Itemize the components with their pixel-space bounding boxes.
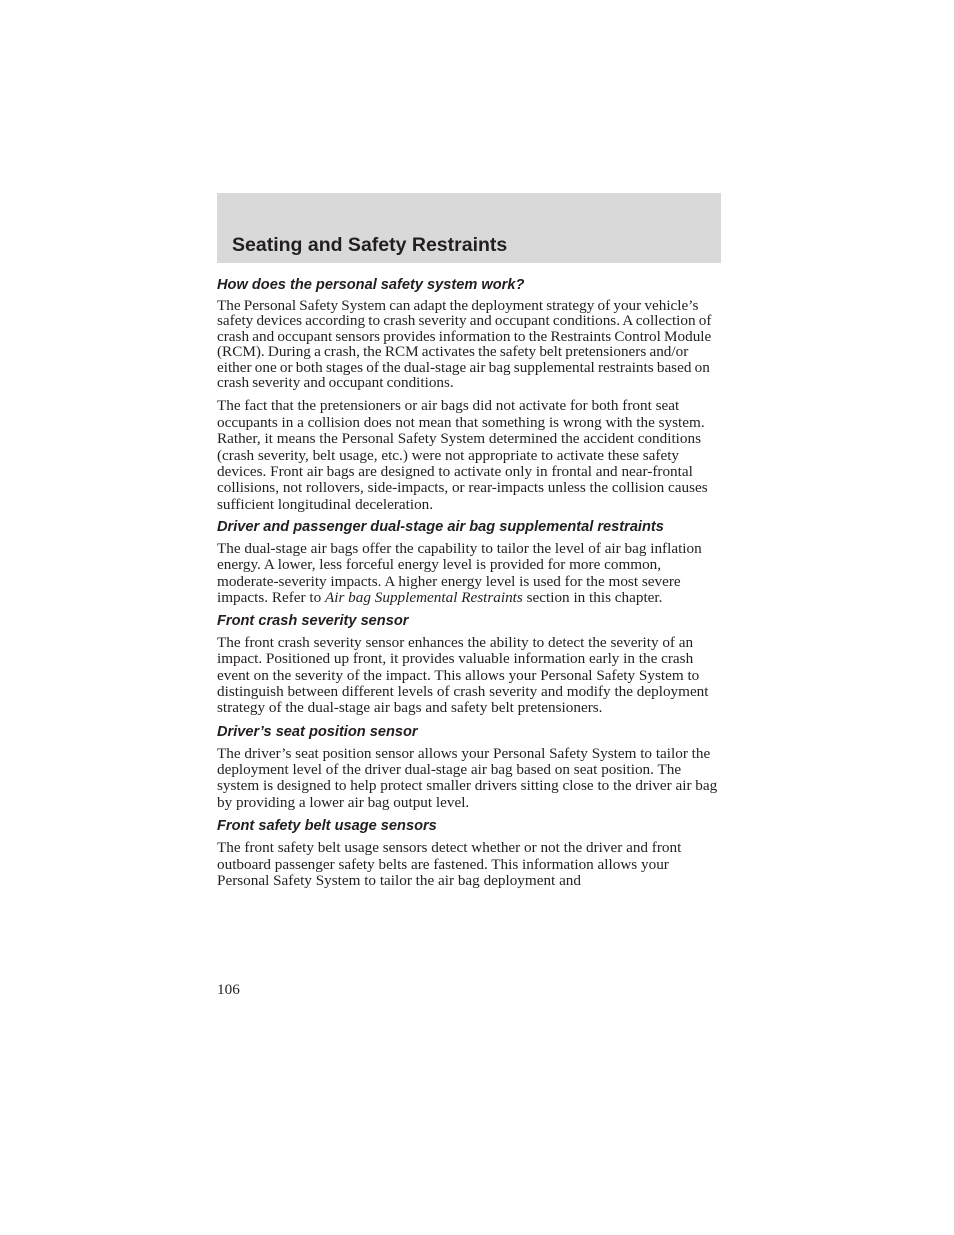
body-paragraph: The driver’s seat position sensor allows your Personal Safety System to tailor the deployment level of the driver dual-stage air bag based on seat position. The system is designed to help protect smaller drivers sitting close to the driver air bag by providing a lower air bag output level. [217, 744, 718, 811]
header-band [217, 193, 721, 263]
section-heading: Driver and passenger dual-stage air bag supplemental restraints [217, 519, 664, 536]
page-number: 106 [217, 981, 240, 998]
body-paragraph: The fact that the pretensioners or air bags did not activate for both front seat occupants in a collision does not mean that something is wrong with the system. Rather, it means the Personal Safety System determined the accident conditions (crash severity, belt usage, etc.) were not appropriate to activate these safety devices. Front air bags are designed to activate only in frontal and near-frontal collisions, not rollovers, side-impacts, or rear-impacts unless the collision causes sufficient longitudinal deceleration. [217, 397, 708, 513]
section-heading: Front safety belt usage sensors [217, 818, 437, 835]
body-paragraph: The Personal Safety System can adapt the deployment strategy of your vehicle’s safety devices according to crash severity and occupant conditions. A collection of crash and occupant sensors provides information to the Restraints Control Module (RCM). During a crash, the RCM activates the safety belt pretensioners and/or either one or both stages of the dual-stage air bag supplemental restraints based on crash severity and occupant conditions. [217, 297, 712, 392]
paragraph-text: The dual-stage air bags offer the capability to tailor the level of air bag inflation energy. A lower, less forceful energy level is provided for more common, moderate-severity impacts. A higher energy level is used for the most severe impacts. Refer to [217, 540, 702, 606]
body-paragraph: The front safety belt usage sensors detect whether or not the driver and front outboard passenger safety belts are fastened. This information allows your Personal Safety System to tailor the air bag deployment and [217, 839, 682, 890]
section-heading: Front crash severity sensor [217, 613, 409, 630]
body-paragraph [217, 541, 721, 606]
section-heading: Driver’s seat position sensor [217, 723, 418, 740]
section-heading: How does the personal safety system work? [217, 277, 525, 293]
cross-reference: Air bag Supplemental Restraints [324, 588, 523, 606]
page-content [217, 276, 721, 889]
page-title: Seating and Safety Restraints [232, 234, 508, 256]
paragraph-text: section in this chapter. [522, 588, 663, 606]
body-paragraph: The front crash severity sensor enhances the ability to detect the severity of an impact. Positioned up front, it provides valuable information early in the crash event on the severity of the impact. This allows your Personal Safety System to distinguish between different levels of crash severity and modify the deployment strategy of the dual-stage air bags and safety belt pretensioners. [217, 634, 709, 717]
